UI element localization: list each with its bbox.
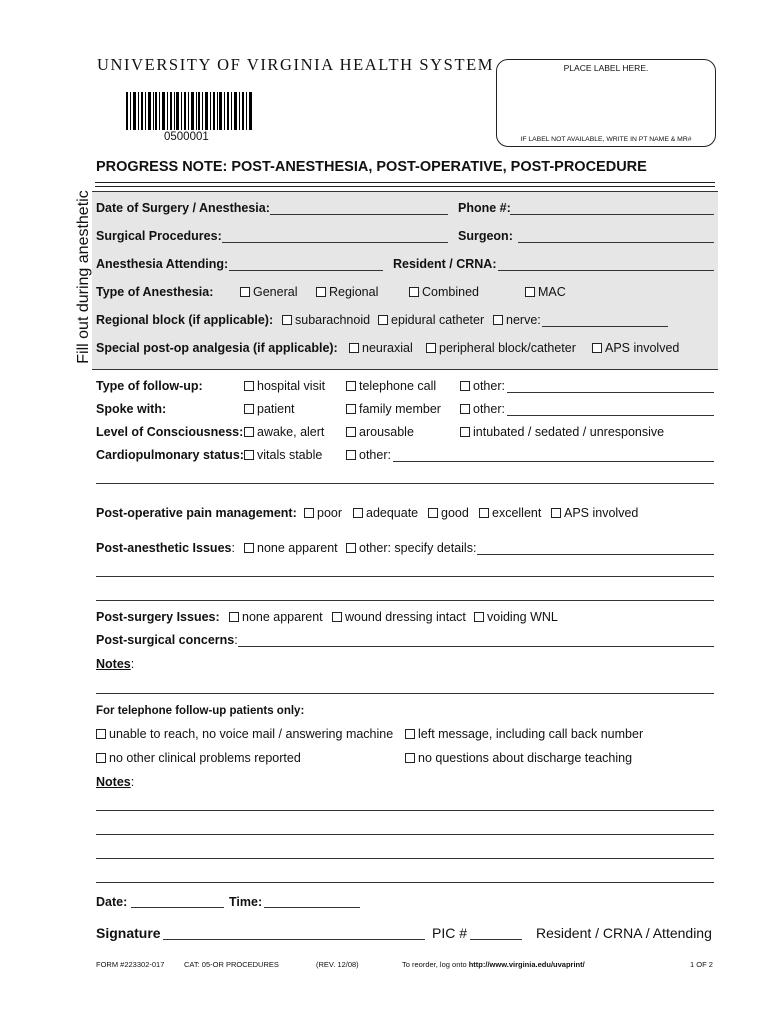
option-followup-other[interactable]: other:	[460, 379, 505, 393]
checkbox[interactable]	[353, 508, 363, 518]
title-rule-2	[95, 186, 715, 187]
checkbox[interactable]	[244, 404, 254, 414]
checkbox[interactable]	[349, 343, 359, 353]
option-neuraxial[interactable]: neuraxial	[349, 341, 413, 355]
surgical-procedures-field[interactable]	[222, 242, 448, 243]
checkbox[interactable]	[316, 287, 326, 297]
surgery-issues-label: Post-surgery Issues:	[96, 610, 220, 624]
option-patient[interactable]: patient	[244, 402, 295, 416]
checkbox[interactable]	[346, 404, 356, 414]
surgeon-field[interactable]	[518, 242, 714, 243]
cardio-extra-line[interactable]	[96, 483, 714, 484]
checkbox[interactable]	[405, 753, 415, 763]
footer-revision: (REV. 12/08)	[316, 960, 359, 969]
option-peripheral-block[interactable]: peripheral block/catheter	[426, 341, 576, 355]
time-label: Time:	[229, 895, 263, 909]
checkbox[interactable]	[244, 427, 254, 437]
nerve-field[interactable]	[542, 326, 668, 327]
checkbox[interactable]	[426, 343, 436, 353]
option-nerve[interactable]: nerve:	[493, 313, 541, 327]
cardiopulmonary-label: Cardiopulmonary status:	[96, 448, 244, 462]
anesthetic-details-line-3[interactable]	[96, 600, 714, 601]
resident-crna-label: Resident / CRNA:	[393, 257, 497, 271]
checkbox[interactable]	[244, 450, 254, 460]
option-arousable[interactable]: arousable	[346, 425, 414, 439]
analgesia-label: Special post-op analgesia (if applicable):	[96, 341, 338, 355]
option-hospital-visit[interactable]: hospital visit	[244, 379, 325, 393]
option-pain-excellent[interactable]: excellent	[479, 506, 541, 520]
footer-reorder-link[interactable]: http://www.virginia.edu/uvaprint/	[468, 960, 585, 969]
checkbox[interactable]	[229, 612, 239, 622]
patient-label-box[interactable]	[496, 59, 716, 147]
footer-page: 1 OF 2	[690, 960, 713, 969]
followup-other-field[interactable]	[507, 392, 714, 393]
option-surgery-none[interactable]: none apparent	[229, 610, 323, 624]
checkbox[interactable]	[460, 404, 470, 414]
option-spoke-other[interactable]: other:	[460, 402, 505, 416]
telephone-notes-line-2[interactable]	[96, 834, 714, 835]
date-of-surgery-label: Date of Surgery / Anesthesia:	[96, 201, 270, 215]
barcode-number: 0500001	[164, 131, 209, 143]
anesthesia-attending-label: Anesthesia Attending:	[96, 257, 229, 271]
date-of-surgery-field[interactable]	[270, 214, 448, 215]
label-box-bottom-text: IF LABEL NOT AVAILABLE, WRITE IN PT NAME & MR#	[520, 136, 692, 143]
spoke-with-label: Spoke with:	[96, 402, 167, 416]
surgery-notes-line[interactable]	[96, 693, 714, 694]
surgical-concerns-field[interactable]	[238, 646, 714, 647]
option-family-member[interactable]: family member	[346, 402, 441, 416]
label-box-top-text: PLACE LABEL HERE.	[563, 63, 649, 73]
option-no-other-problems[interactable]: no other clinical problems reported	[96, 751, 301, 765]
option-regional[interactable]: Regional	[316, 285, 378, 299]
checkbox[interactable]	[405, 729, 415, 739]
telephone-notes-line-4[interactable]	[96, 882, 714, 883]
checkbox[interactable]	[282, 315, 292, 325]
option-voiding-wnl[interactable]: voiding WNL	[474, 610, 558, 624]
checkbox[interactable]	[551, 508, 561, 518]
surgeon-label: Surgeon:	[458, 229, 513, 243]
checkbox[interactable]	[332, 612, 342, 622]
telephone-notes-label: Notes:	[96, 775, 135, 789]
checkbox[interactable]	[244, 381, 254, 391]
option-awake-alert[interactable]: awake, alert	[244, 425, 324, 439]
phone-label: Phone #:	[458, 201, 511, 215]
footer-form-number: FORM #223302-017	[96, 960, 165, 969]
checkbox[interactable]	[346, 450, 356, 460]
option-pain-good[interactable]: good	[428, 506, 469, 520]
signature-field[interactable]	[163, 939, 425, 940]
option-anesthetic-other[interactable]: other: specify details:	[346, 541, 476, 555]
checkbox[interactable]	[304, 508, 314, 518]
level-of-consciousness-label: Level of Consciousness:	[96, 425, 244, 439]
option-aps-involved[interactable]: APS involved	[592, 341, 679, 355]
surgery-notes-label: Notes:	[96, 657, 135, 671]
option-mac[interactable]: MAC	[525, 285, 566, 299]
checkbox[interactable]	[346, 381, 356, 391]
option-epidural-catheter[interactable]: epidural catheter	[378, 313, 484, 327]
checkbox[interactable]	[460, 381, 470, 391]
checkbox[interactable]	[493, 315, 503, 325]
option-left-message[interactable]: left message, including call back number	[405, 727, 643, 741]
regional-block-label: Regional block (if applicable):	[96, 313, 274, 327]
footer-reorder: To reorder, log onto http://www.virginia.edu/uvaprint/	[402, 960, 585, 969]
telephone-notes-line-3[interactable]	[96, 858, 714, 859]
checkbox[interactable]	[346, 543, 356, 553]
checkbox[interactable]	[378, 315, 388, 325]
option-cardio-other[interactable]: other:	[346, 448, 391, 462]
option-unable-to-reach[interactable]: unable to reach, no voice mail / answering machine	[96, 727, 393, 741]
anesthesia-attending-field[interactable]	[229, 270, 383, 271]
option-anesthetic-none[interactable]: none apparent	[244, 541, 338, 555]
date-field[interactable]	[131, 907, 224, 908]
checkbox[interactable]	[460, 427, 470, 437]
checkbox[interactable]	[479, 508, 489, 518]
signature-label: Signature	[96, 925, 161, 941]
barcode	[126, 92, 252, 130]
anesthetic-details-field[interactable]	[477, 554, 714, 555]
option-subarachnoid[interactable]: subarachnoid	[282, 313, 370, 327]
pic-label: PIC #	[432, 925, 468, 941]
time-field[interactable]	[264, 907, 360, 908]
option-pain-adequate[interactable]: adequate	[353, 506, 418, 520]
page-title: PROGRESS NOTE: POST-ANESTHESIA, POST-OPERATIVE, POST-PROCEDURE	[96, 159, 647, 175]
option-combined[interactable]: Combined	[409, 285, 479, 299]
option-general[interactable]: General	[240, 285, 297, 299]
surgical-concerns-label: Post-surgical concerns:	[96, 633, 238, 647]
surgical-procedures-label: Surgical Procedures:	[96, 229, 222, 243]
date-label: Date:	[96, 895, 128, 909]
cardio-other-field[interactable]	[393, 461, 714, 462]
option-pain-poor[interactable]: poor	[304, 506, 342, 520]
telephone-notes-line-1[interactable]	[96, 810, 714, 811]
checkbox[interactable]	[525, 287, 535, 297]
institution-name: UNIVERSITY OF VIRGINIA HEALTH SYSTEM	[97, 55, 495, 74]
pic-field[interactable]	[470, 939, 522, 940]
checkbox[interactable]	[346, 427, 356, 437]
spoke-other-field[interactable]	[507, 415, 714, 416]
side-label: Fill out during anesthetic	[75, 190, 92, 364]
checkbox[interactable]	[244, 543, 254, 553]
type-of-anesthesia-label: Type of Anesthesia:	[96, 285, 214, 299]
checkbox[interactable]	[474, 612, 484, 622]
title-rule	[95, 182, 715, 183]
option-wound-dressing[interactable]: wound dressing intact	[332, 610, 466, 624]
option-telephone-call[interactable]: telephone call	[346, 379, 436, 393]
checkbox[interactable]	[592, 343, 602, 353]
option-no-questions[interactable]: no questions about discharge teaching	[405, 751, 632, 765]
checkbox[interactable]	[96, 753, 106, 763]
checkbox[interactable]	[428, 508, 438, 518]
followup-type-label: Type of follow-up:	[96, 379, 203, 393]
resident-crna-field[interactable]	[498, 270, 714, 271]
checkbox[interactable]	[96, 729, 106, 739]
checkbox[interactable]	[240, 287, 250, 297]
option-vitals-stable[interactable]: vitals stable	[244, 448, 322, 462]
option-pain-aps[interactable]: APS involved	[551, 506, 638, 520]
phone-field[interactable]	[510, 214, 714, 215]
checkbox[interactable]	[409, 287, 419, 297]
option-intubated[interactable]: intubated / sedated / unresponsive	[460, 425, 664, 439]
anesthetic-details-line-2[interactable]	[96, 576, 714, 577]
anesthetic-issues-label: Post-anesthetic Issues:	[96, 541, 235, 555]
footer-category: CAT: 05-OR PROCEDURES	[184, 960, 279, 969]
role-label: Resident / CRNA / Attending	[536, 925, 712, 941]
pain-management-label: Post-operative pain management:	[96, 506, 297, 520]
telephone-heading: For telephone follow-up patients only:	[96, 705, 305, 717]
